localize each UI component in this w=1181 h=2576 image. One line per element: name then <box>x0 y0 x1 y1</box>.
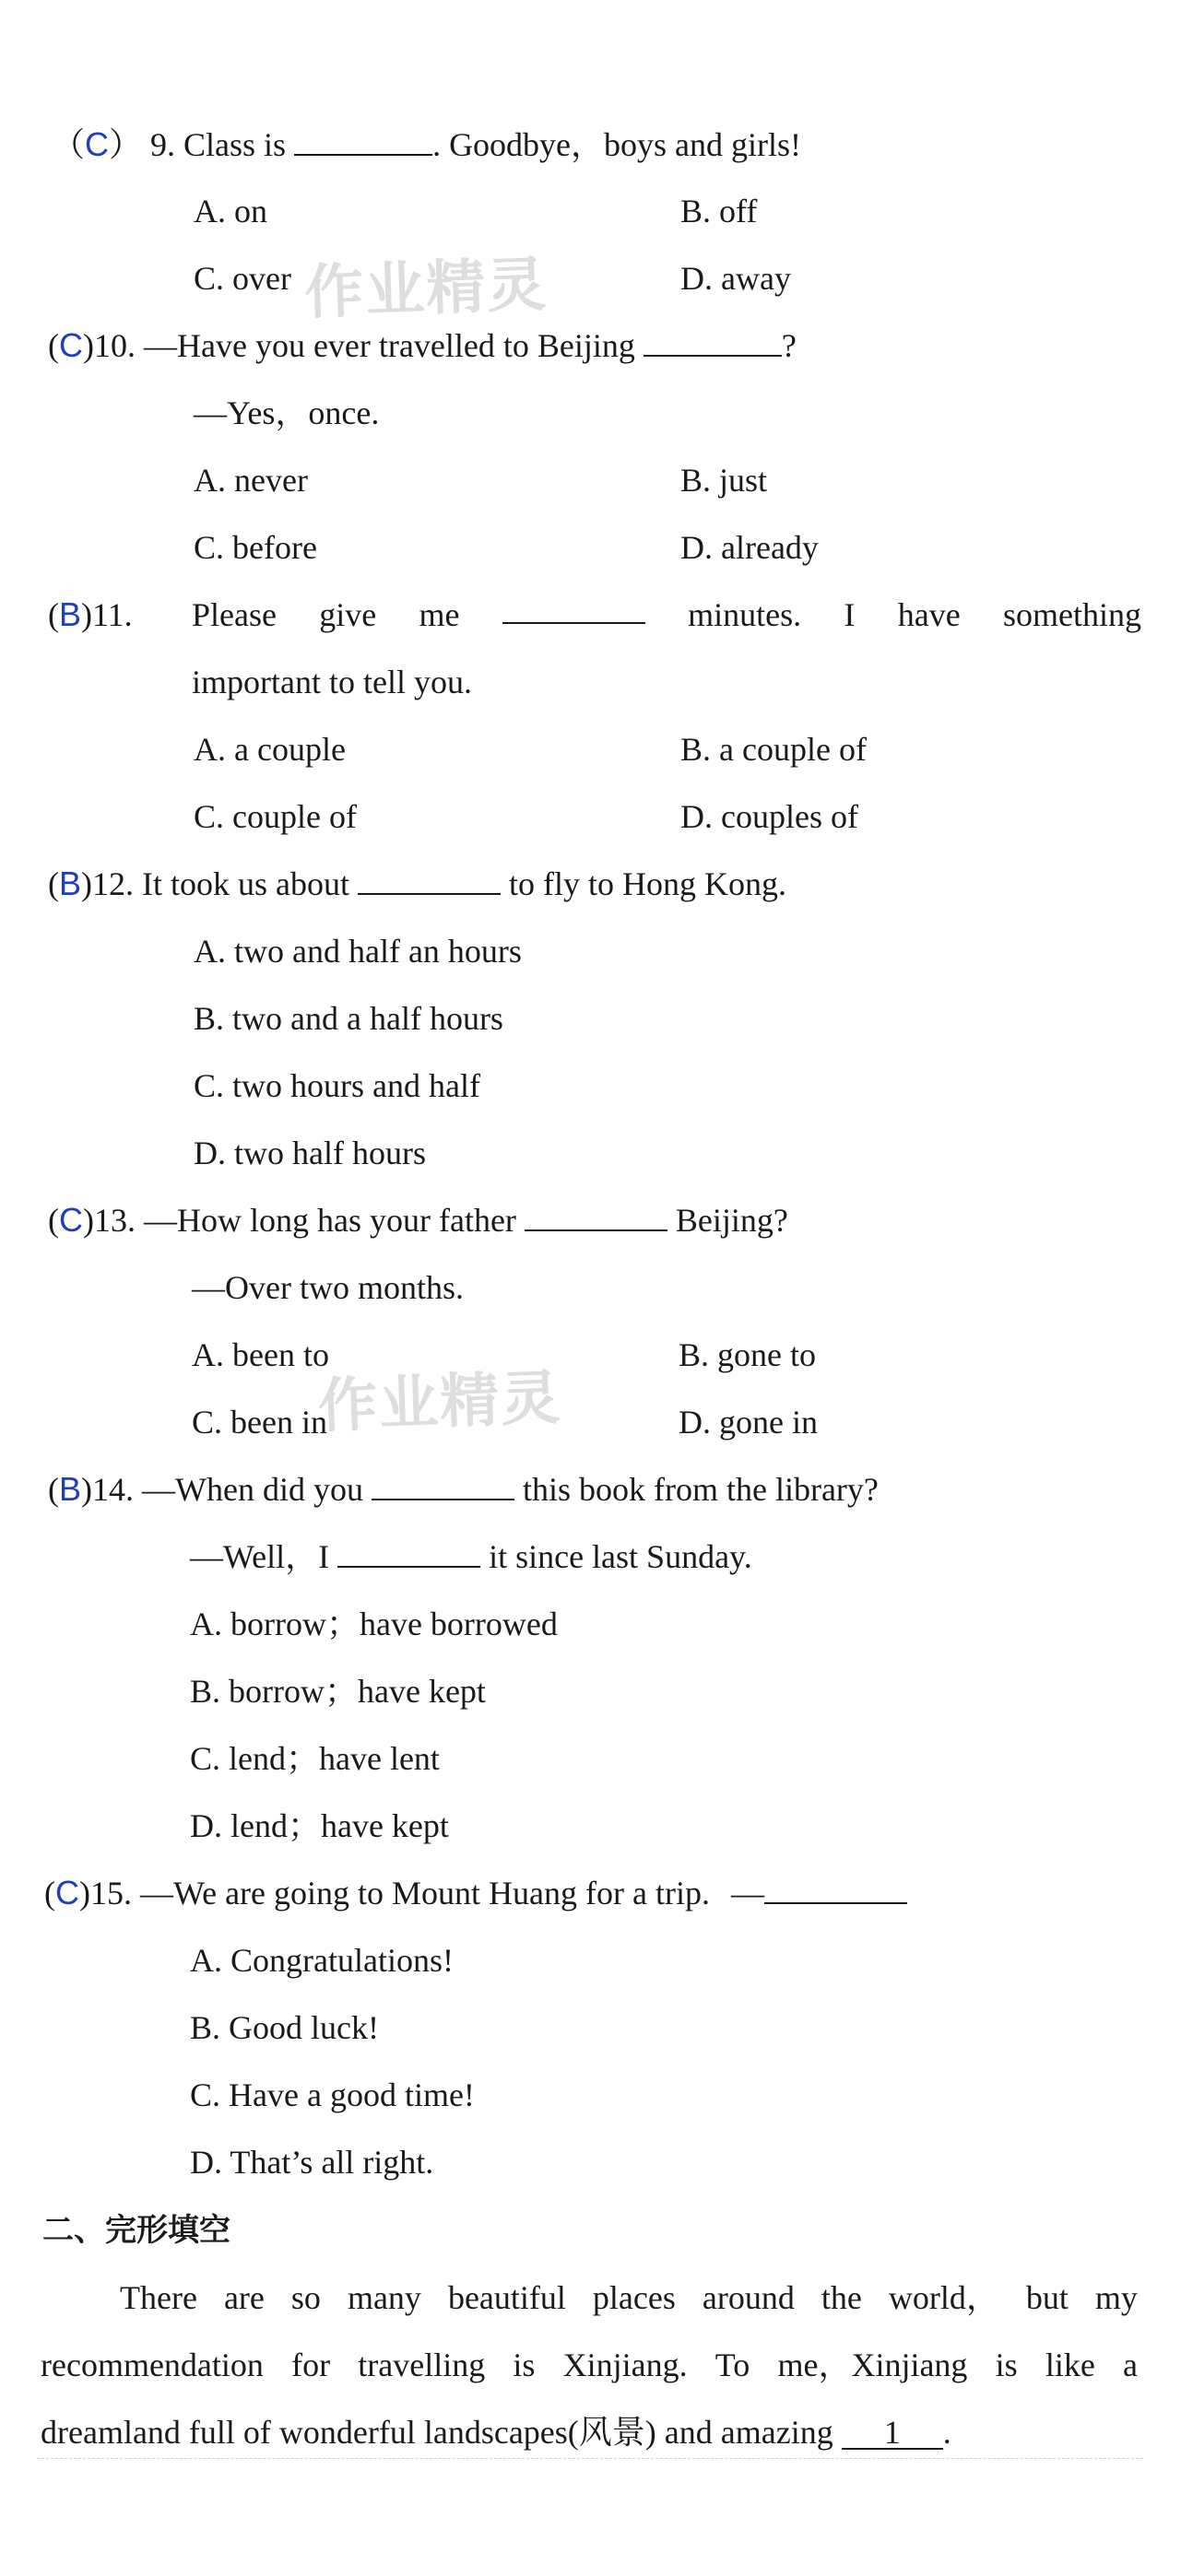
para-word: a <box>1123 2347 1138 2383</box>
answer-14: B <box>59 1470 82 1508</box>
para-word: Xinjiang. <box>562 2347 688 2383</box>
para-word: recommendation <box>41 2347 264 2383</box>
paren: ) <box>81 596 93 633</box>
answer-blank <box>525 1202 667 1231</box>
question-stem: —When did you <box>142 1471 363 1508</box>
para-word: so <box>290 2279 321 2316</box>
page-bottom-rule <box>37 2458 1143 2459</box>
answer-blank <box>358 865 501 895</box>
para-word: around <box>702 2279 795 2316</box>
paren: ( <box>48 1471 59 1508</box>
option-b: B. a couple of <box>680 731 867 768</box>
stem-word: something <box>1002 596 1141 633</box>
paren: ( <box>48 327 59 364</box>
para-word: places <box>592 2279 676 2316</box>
paren: （ <box>52 126 86 163</box>
question-number: 14. <box>92 1471 135 1508</box>
para-word: travelling <box>358 2347 486 2383</box>
answer-blank <box>294 126 432 156</box>
paren: ) <box>81 1471 93 1508</box>
question-number: 15. <box>90 1875 132 1911</box>
paragraph-line-3 <box>41 2412 951 2452</box>
answer-9: C <box>85 125 110 163</box>
question-11-stem <box>192 594 1141 635</box>
question-stem-tail: ? <box>781 327 797 364</box>
question-stem: It took us about <box>142 865 349 902</box>
option-d: D. gone in <box>679 1404 818 1441</box>
cloze-blank-1: 1 <box>842 2418 943 2450</box>
stem-word: minutes. <box>688 596 802 633</box>
option-a: A. on <box>194 193 267 229</box>
answer-11: B <box>59 595 82 633</box>
paren: ( <box>48 1202 59 1239</box>
para-word: for <box>291 2347 331 2383</box>
question-10 <box>48 325 797 366</box>
answer-blank <box>644 327 782 357</box>
para-word: the <box>821 2279 862 2316</box>
option-c: C. two hours and half <box>194 1067 480 1104</box>
question-stem: —We are going to Mount Huang for a trip. <box>140 1875 710 1911</box>
option-a: A. a couple <box>194 731 346 768</box>
question-stem: —Have you ever travelled to Beijing <box>144 327 635 364</box>
para-word: To <box>715 2347 750 2383</box>
option-c: C. couple of <box>194 798 357 835</box>
option-d: D. already <box>680 529 819 566</box>
para-word: world， <box>888 2279 999 2316</box>
para-word: many <box>347 2279 421 2316</box>
question-11-prefix <box>48 594 133 635</box>
para-word: like <box>1045 2347 1095 2383</box>
dash: — <box>730 1875 764 1911</box>
para-word: is <box>513 2347 536 2383</box>
dialogue-reply: —Yes，once. <box>194 394 380 431</box>
question-number: 11. <box>92 596 133 633</box>
question-stem-tail: to fly to Hong Kong. <box>509 865 786 902</box>
paren: ) <box>83 327 94 364</box>
para-word: my <box>1094 2279 1138 2316</box>
paragraph-line-1 <box>120 2277 1138 2318</box>
dialogue-reply: —Over two months. <box>192 1269 464 1306</box>
option-b: B. off <box>680 193 758 229</box>
paren: ( <box>48 865 59 902</box>
option-c: C. lend；have lent <box>190 1740 440 1777</box>
stem-word: me <box>419 596 460 633</box>
para-period: . <box>942 2414 951 2451</box>
stem-word: give <box>319 596 377 633</box>
answer-blank <box>764 1875 907 1904</box>
para-word: is <box>995 2347 1018 2383</box>
option-a: A. borrow；have borrowed <box>190 1606 558 1642</box>
stem-word: I <box>844 596 856 633</box>
question-stem: —How long has your father <box>144 1202 516 1239</box>
question-14 <box>48 1469 879 1510</box>
para-word: are <box>223 2279 265 2316</box>
question-number: 10. <box>94 327 136 364</box>
para-text: dreamland full of wonderful landscapes(风景) and amazing <box>41 2414 833 2451</box>
section-title: 二、完形填空 <box>42 2212 230 2249</box>
option-d: D. That’s all right. <box>190 2144 434 2181</box>
question-number: 12. <box>92 865 135 902</box>
reply-text-tail: it since last Sunday. <box>489 1538 752 1575</box>
paren: ) <box>79 1875 90 1911</box>
option-a: A. two and half an hours <box>194 933 522 970</box>
option-b: B. borrow；have kept <box>190 1673 486 1710</box>
question-stem-tail: . Goodbye，boys and girls! <box>432 126 802 163</box>
watermark: 作业精灵 <box>302 251 549 328</box>
option-a: A. never <box>194 462 308 499</box>
option-d: D. away <box>680 260 791 297</box>
option-a: A. Congratulations! <box>190 1942 454 1979</box>
answer-15: C <box>55 1874 79 1911</box>
question-stem-continued: important to tell you. <box>192 664 472 700</box>
para-word: me，Xinjiang <box>777 2347 968 2383</box>
stem-word: Please <box>192 596 277 633</box>
dialogue-reply <box>190 1536 752 1577</box>
question-stem-tail: this book from the library? <box>522 1471 879 1508</box>
paren: ( <box>44 1875 55 1911</box>
question-stem-tail: Beijing? <box>675 1202 788 1239</box>
para-word: There <box>120 2279 197 2316</box>
option-d: D. lend；have kept <box>190 1807 449 1844</box>
answer-blank <box>337 1538 480 1568</box>
paren: ( <box>48 596 59 633</box>
answer-blank <box>372 1471 514 1500</box>
answer-10: C <box>59 326 83 364</box>
question-15 <box>44 1873 907 1913</box>
watermark: 作业精灵 <box>316 1364 563 1441</box>
option-d: D. two half hours <box>194 1135 426 1171</box>
answer-12: B <box>59 865 82 902</box>
reply-text: —Well，I <box>190 1538 330 1575</box>
para-word: beautiful <box>447 2279 566 2316</box>
option-c: C. Have a good time! <box>190 2076 475 2113</box>
option-d: D. couples of <box>680 798 858 835</box>
paragraph-line-2 <box>41 2345 1138 2385</box>
question-number: 9. <box>150 126 176 163</box>
answer-13: C <box>59 1201 83 1239</box>
question-stem: Class is <box>183 126 287 163</box>
option-c: C. been in <box>192 1404 327 1441</box>
question-12 <box>48 864 786 904</box>
option-c: C. over <box>194 260 291 297</box>
paren: ） <box>109 126 143 163</box>
question-number: 13. <box>94 1202 136 1239</box>
stem-word: have <box>897 596 961 633</box>
paren: ) <box>81 865 93 902</box>
question-9 <box>52 124 801 165</box>
paren: ) <box>83 1202 94 1239</box>
option-b: B. just <box>680 462 768 499</box>
option-c: C. before <box>194 529 317 566</box>
option-b: B. two and a half hours <box>194 1000 503 1037</box>
para-word: but <box>1025 2279 1069 2316</box>
option-b: B. Good luck! <box>190 2009 379 2046</box>
answer-blank <box>502 594 645 624</box>
option-b: B. gone to <box>679 1336 816 1373</box>
question-13 <box>48 1200 788 1241</box>
option-a: A. been to <box>192 1336 329 1373</box>
